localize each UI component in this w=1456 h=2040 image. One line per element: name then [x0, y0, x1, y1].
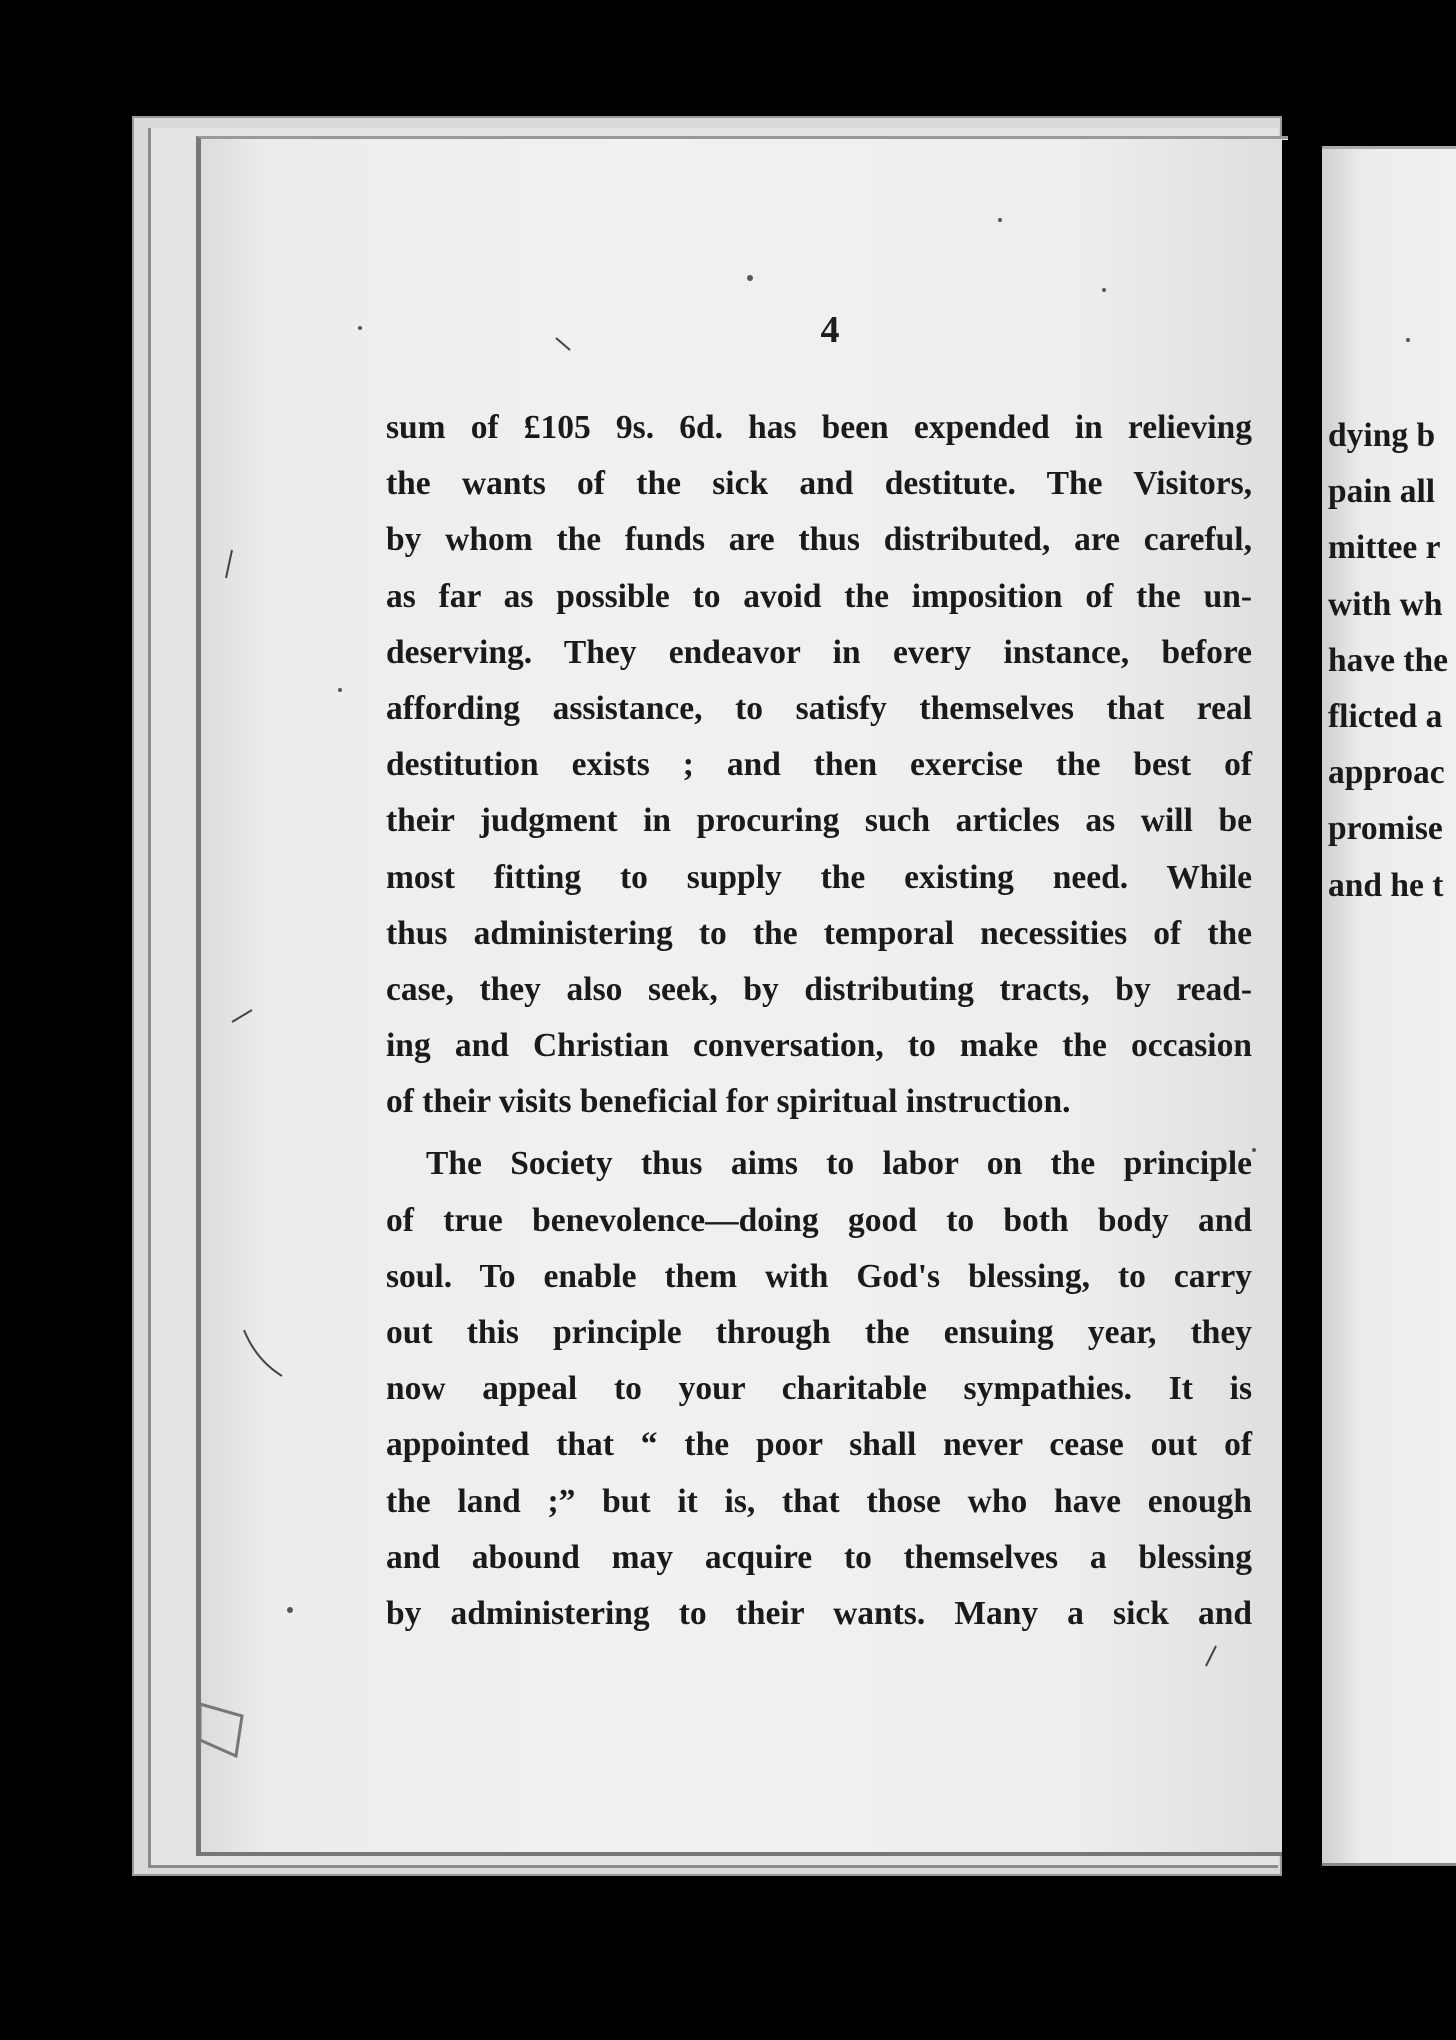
text-line: sum of £105 9s. 6d. has been expended in relieving [386, 409, 1252, 446]
text-line: of true benevolence—doing good to both body and [386, 1201, 1252, 1239]
text-line: the land ;” but it is, that those who have enough [386, 1482, 1252, 1520]
facing-text-line: have the [1328, 641, 1449, 679]
text-line: the wants of the sick and destitute. The Visitors, [386, 465, 1252, 503]
text-line: by administering to their wants. Many a sick and [386, 1594, 1252, 1632]
facing-text-line: dying b [1328, 417, 1436, 454]
text-line: most fitting to supply the existing need. While [386, 858, 1252, 896]
text-line: their judgment in procuring such articles as will be [386, 802, 1252, 840]
text-line: now appeal to your charitable sympathies. It is [386, 1370, 1252, 1408]
text-line: thus administering to the temporal necessities of the [386, 914, 1252, 952]
facing-text-line: pain all [1328, 473, 1436, 511]
text-line: appointed that “ the poor shall never cease out of [386, 1426, 1252, 1464]
facing-text-line: promise [1328, 810, 1443, 848]
facing-text-line: flicted a [1328, 697, 1443, 735]
text-line: soul. To enable them with God's blessing, to carry [386, 1257, 1252, 1295]
page-number: 4 [820, 309, 840, 351]
text-line: case, they also seek, by distributing tracts, by read- [386, 970, 1252, 1008]
facing-text-line: and he t [1328, 866, 1444, 904]
text-line: by whom the funds are thus distributed, are careful, [386, 521, 1252, 559]
text-line: ing and Christian conversation, to make the occasion [386, 1027, 1252, 1065]
text-line: affording assistance, to satisfy themselves that real [386, 689, 1252, 727]
text-line: destitution exists ; and then exercise the best of [386, 746, 1252, 784]
facing-text-line: mittee r [1328, 529, 1441, 567]
text-line: of their visits beneficial for spiritual instruction. [386, 1083, 1071, 1121]
text-line: The Society thus aims to labor on the principle [426, 1145, 1252, 1183]
text-line: deserving. They endeavor in every instance, before [386, 633, 1252, 671]
facing-text-line: approac [1328, 754, 1445, 792]
facing-text-line: with wh [1328, 585, 1443, 623]
text-line: out this principle through the ensuing year, they [386, 1314, 1252, 1351]
text-line: and abound may acquire to themselves a blessing [386, 1538, 1252, 1576]
text-line: as far as possible to avoid the imposition of the un- [386, 577, 1252, 615]
